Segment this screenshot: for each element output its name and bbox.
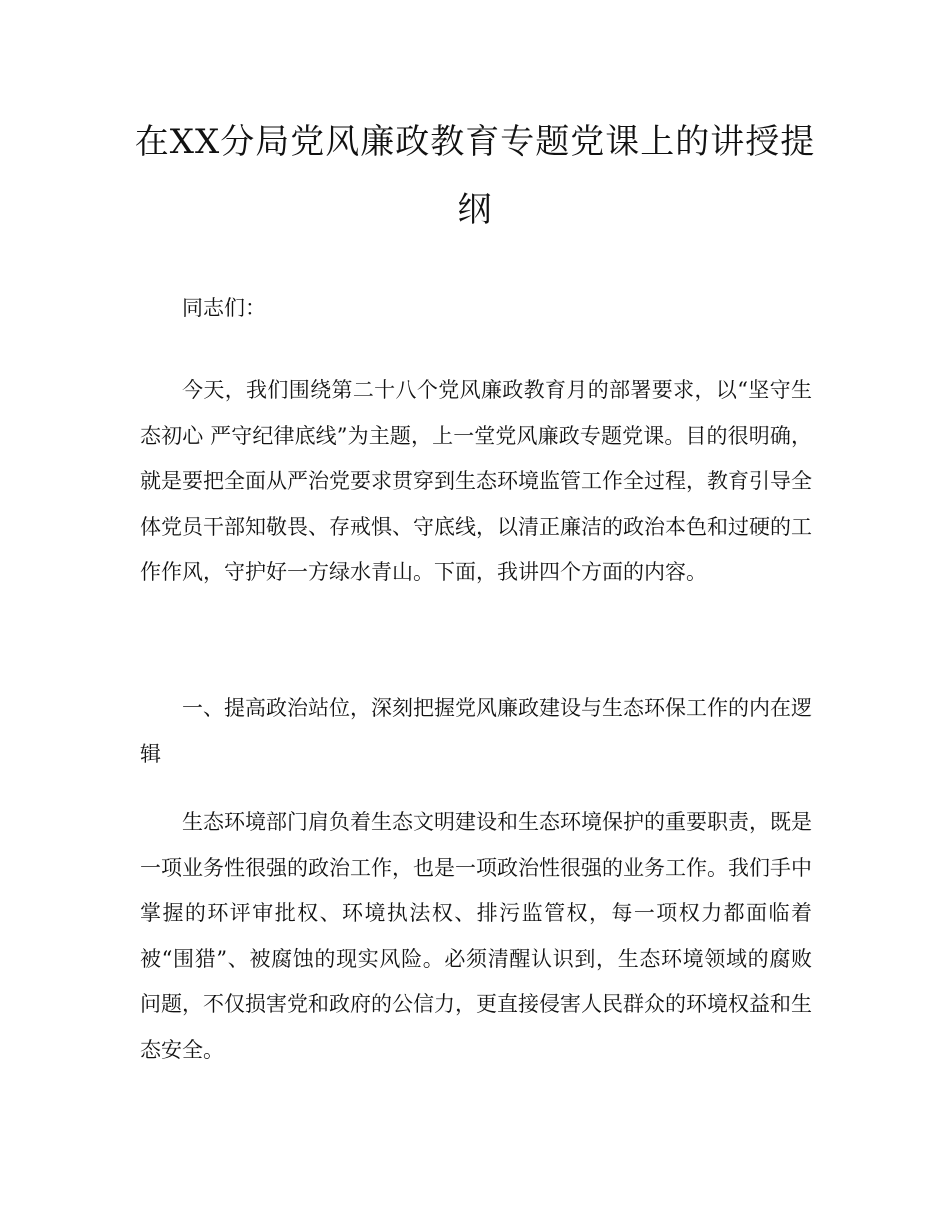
section-heading: 一、提高政治站位，深刻把握党风廉政建设与生态环保工作的内在逻辑: [140, 696, 812, 766]
intro-paragraph: 今天，我们围绕第二十八个党风廉政教育月的部署要求，以“坚守生态初心 严守纪律底线”为主题，上一堂党风廉政专题党课。目的很明确，就是要把全面从严治党要求贯穿到生态环境监管工作全过程，教育引导全体党员干部知敬畏、存戒惧、守底线，以清正廉洁的政治本色和过硬的工作作风，守护好一方绿水青山。下面，我讲四个方面的内容。: [140, 378, 812, 584]
document-title: 在XX分局党风廉政教育专题党课上的讲授提纲: [134, 122, 816, 230]
section-paragraph: 生态环境部门肩负着生态文明建设和生态环境保护的重要职责，既是一项业务性很强的政治工作，也是一项政治性很强的业务工作。我们手中掌握的环评审批权、环境执法权、排污监管权，每一项权力都面临着被“围猎”、被腐蚀的现实风险。必须清醒认识到，生态环境领域的腐败问题，不仅损害党和政府的公信力，更直接侵害人民群众的环境权益和生态安全。: [140, 810, 812, 1062]
salutation: 同志们：: [182, 296, 266, 320]
